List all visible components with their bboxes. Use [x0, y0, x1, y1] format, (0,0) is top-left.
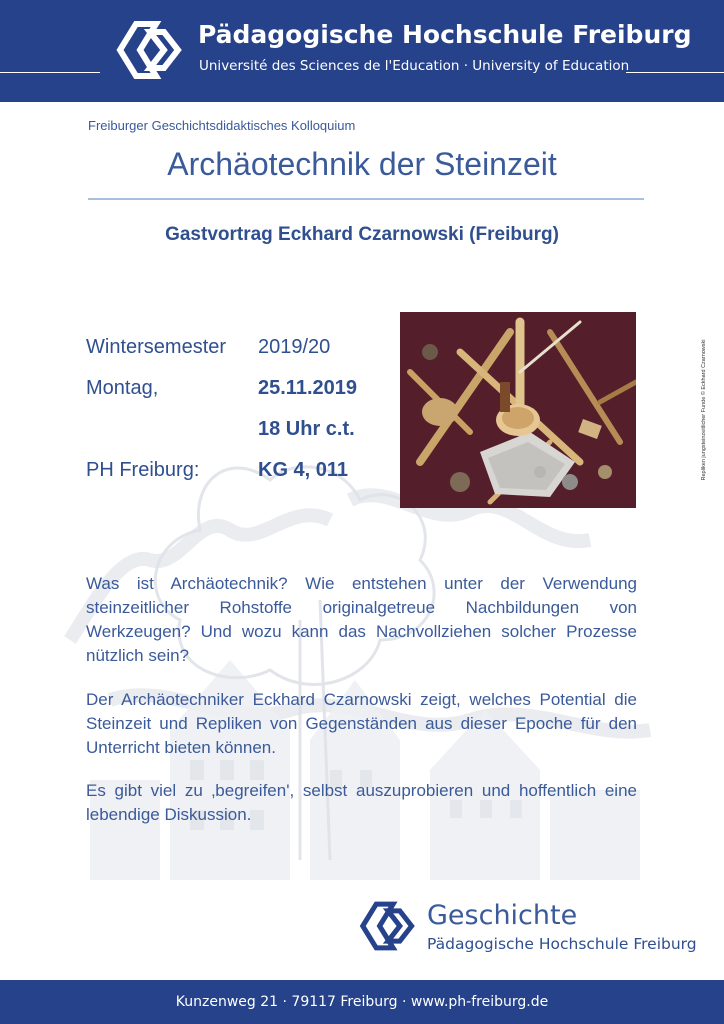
geschichte-logo-icon — [356, 900, 420, 952]
info-value-room: KG 4, 011 — [258, 459, 349, 481]
town-sketch-watermark — [30, 440, 690, 910]
university-name: Pädagogische Hochschule Freiburg — [198, 20, 692, 49]
header-rule-right — [626, 72, 724, 73]
footer-bar — [0, 980, 724, 1024]
info-value-time: 18 Uhr c.t. — [258, 418, 355, 440]
department-subtitle: Pädagogische Hochschule Freiburg — [427, 935, 697, 953]
info-label-day: Montag, — [86, 377, 159, 399]
title-divider — [88, 198, 644, 200]
body-paragraph-3: Es gibt viel zu ‚begreifen', selbst auszuprobieren und hoffentlich eine lebendige Diskussion. — [86, 781, 637, 824]
colloquium-series: Freiburger Geschichtsdidaktisches Kolloquium — [88, 118, 356, 133]
event-subtitle: Gastvortrag Eckhard Czarnowski (Freiburg) — [165, 224, 559, 245]
info-value-semester: 2019/20 — [258, 336, 331, 358]
body-paragraph-1: Was ist Archäotechnik? Wie entstehen unter der Verwendung steinzeitlicher Rohstoffe originalgetreue Nachbildungen von Werkzeugen? Und wozu kann das Nachvollziehen solcher Prozesse nützlich sein? — [86, 574, 637, 665]
photo-credit: Repliken jungsteinzeitlicher Funde © Eckhard Czarnowski — [701, 339, 707, 481]
info-label-semester: Wintersemester — [86, 336, 227, 358]
header-rule-left — [0, 72, 100, 73]
university-subtitle: Université des Sciences de l'Education · University of Education — [199, 58, 630, 74]
department-title: Geschichte — [427, 900, 578, 931]
info-label-location: PH Freiburg: — [86, 459, 200, 481]
footer-address: Kunzenweg 21 · 79117 Freiburg · www.ph-freiburg.de — [175, 994, 549, 1010]
stone-age-replicas-photo — [400, 312, 636, 508]
event-title: Archäotechnik der Steinzeit — [167, 146, 557, 182]
info-value-date: 25.11.2019 — [258, 377, 357, 399]
body-paragraph-2: Der Archäotechniker Eckhard Czarnowski zeigt, welches Potential die Steinzeit und Repliken von Gegenständen aus dieser Epoche für den Unterricht bieten können. — [86, 690, 637, 757]
ph-logo-icon — [112, 20, 188, 80]
header-bar — [0, 0, 724, 102]
